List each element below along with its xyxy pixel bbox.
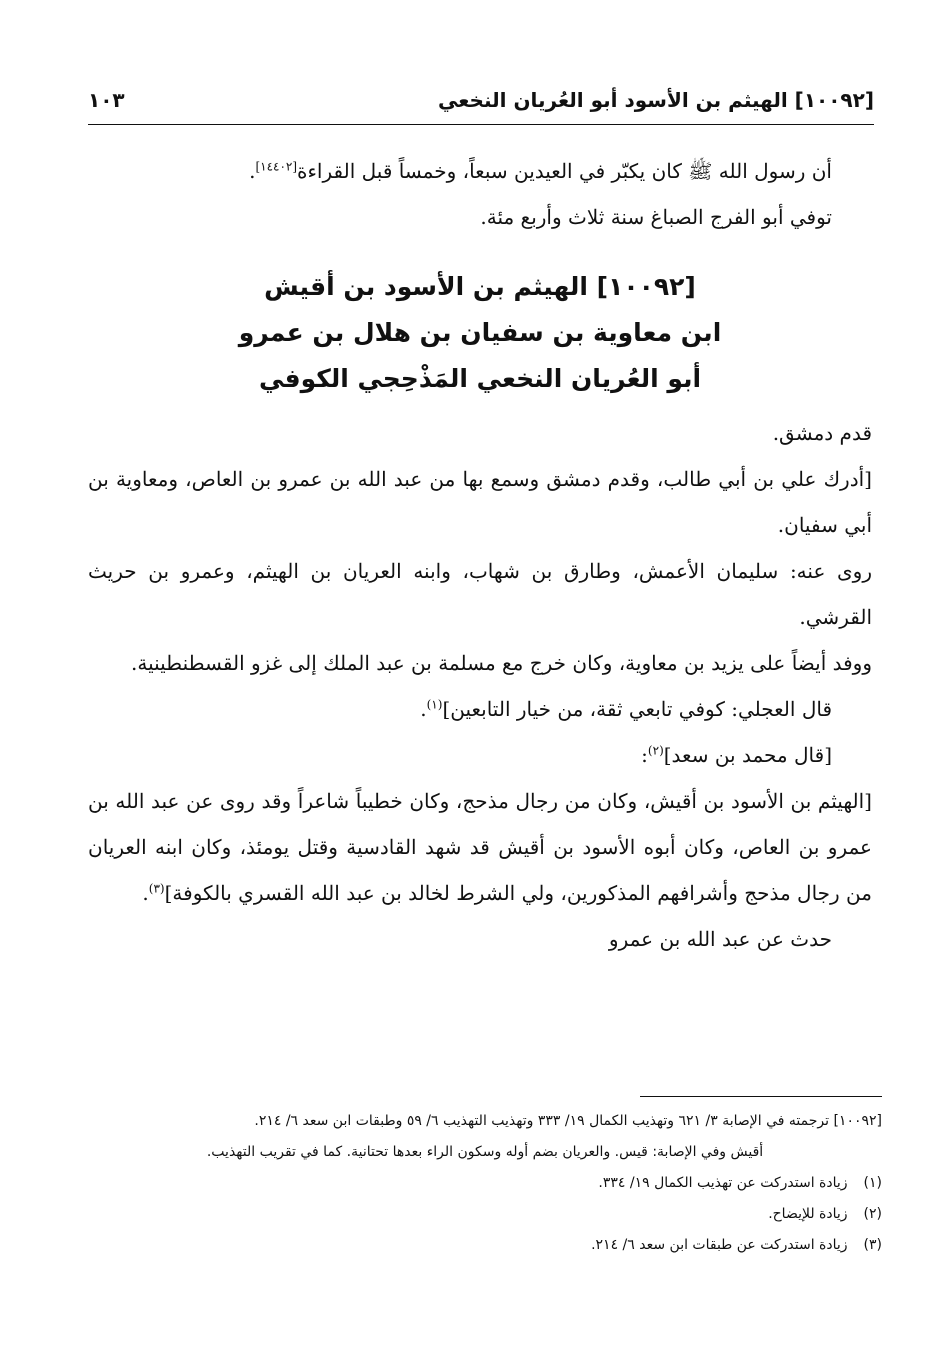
paragraph: [الهيثم بن الأسود بن أقيش، وكان من رجال مذحج، وكان خطيباً شاعراً وقد روى عن عبد الله بن عمرو بن العاص، وكان أبوه الأسود بن أقيش قد شهد القادسية وقتل يومئذ، وكان ابنه العريان من رجال مذحج وأشرافهم المذكورين، ولي الشرط لخالد بن عبد الله القسري بالكوفة]$^{(٣)}$. (88, 789, 872, 905)
reference-number: [١٤٤٠٢] (255, 159, 298, 174)
footnote-text: زيادة استدركت عن طبقات ابن سعد ٦/ ٢١٤. (591, 1237, 848, 1253)
footnotes (88, 1106, 882, 1261)
paragraph: أن رسول الله ﷺ كان يكبّر في العيدين سبعاً، وخمساً قبل القراءة[١٤٤٠٢]. (249, 159, 832, 183)
footnote-item (88, 1199, 882, 1230)
footnote-text: زيادة استدركت عن تهذيب الكمال ١٩/ ٣٣٤. (598, 1175, 848, 1191)
heading-line: [١٠٠٩٢] الهيثم بن الأسود بن أقيش (264, 272, 696, 301)
footnote-entry: [١٠٠٩٢] ترجمته في الإصابة ٣/ ٦٢١ وتهذيب الكمال ١٩/ ٣٣٣ وتهذيب التهذيب ٦/ ٥٩ وطبقات ابن سعد ٦/ ٢١٤. (254, 1113, 882, 1129)
footnote-number: (٣) (863, 1237, 882, 1253)
footnote-text: زيادة للإيضاح. (768, 1206, 848, 1222)
footnote-marker: (١) (426, 697, 443, 712)
paragraph: توفي أبو الفرج الصباغ سنة ثلاث وأربع مئة. (480, 205, 832, 229)
paragraph: [قال محمد بن سعد]$^{(٢)}$: (641, 743, 832, 767)
paragraph: [أدرك علي بن أبي طالب، وقدم دمشق وسمع بها من عبد الله بن عمرو بن العاص، ومعاوية بن أبي سفيان. (88, 467, 872, 537)
entry-body (88, 410, 872, 962)
footnote-marker: (٣) (148, 881, 165, 896)
footnote-number: (١) (863, 1175, 882, 1191)
footnote-item (88, 1168, 882, 1199)
running-header (88, 84, 874, 125)
entry-heading (88, 264, 872, 402)
paragraph: حدث عن عبد الله بن عمرو (608, 927, 832, 951)
paragraph: قدم دمشق. (772, 421, 872, 445)
page-number: ١٠٣ (88, 88, 125, 112)
footnote-separator (640, 1096, 882, 1097)
footnote-number: (٢) (863, 1206, 882, 1222)
footnote-marker: (٢) (647, 743, 664, 758)
paragraph: روى عنه: سليمان الأعمش، وطارق بن شهاب، وابنه العريان بن الهيثم، وعمرو بن حريث القرشي. (88, 559, 872, 629)
continued-text (88, 148, 872, 240)
paragraph: قال العجلي: كوفي تابعي ثقة، من خيار التابعين]$^{(١)}$. (420, 697, 832, 721)
heading-line: ابن معاوية بن سفيان بن هلال بن عمرو (238, 318, 722, 347)
running-title: [١٠٠٩٢] الهيثم بن الأسود أبو العُريان النخعي (438, 88, 874, 112)
heading-line: أبو العُريان النخعي المَذْحِجي الكوفي (258, 364, 702, 393)
footnote-entry-continued: أقيش وفي الإصابة: قيس. والعريان بضم أوله وسكون الراء بعدها تحتانية. كما في تقريب التهذيب. (206, 1144, 764, 1160)
footnote-item (88, 1230, 882, 1261)
paragraph: ووفد أيضاً على يزيد بن معاوية، وكان خرج مع مسلمة بن عبد الملك إلى غزو القسطنطينية. (131, 651, 872, 675)
